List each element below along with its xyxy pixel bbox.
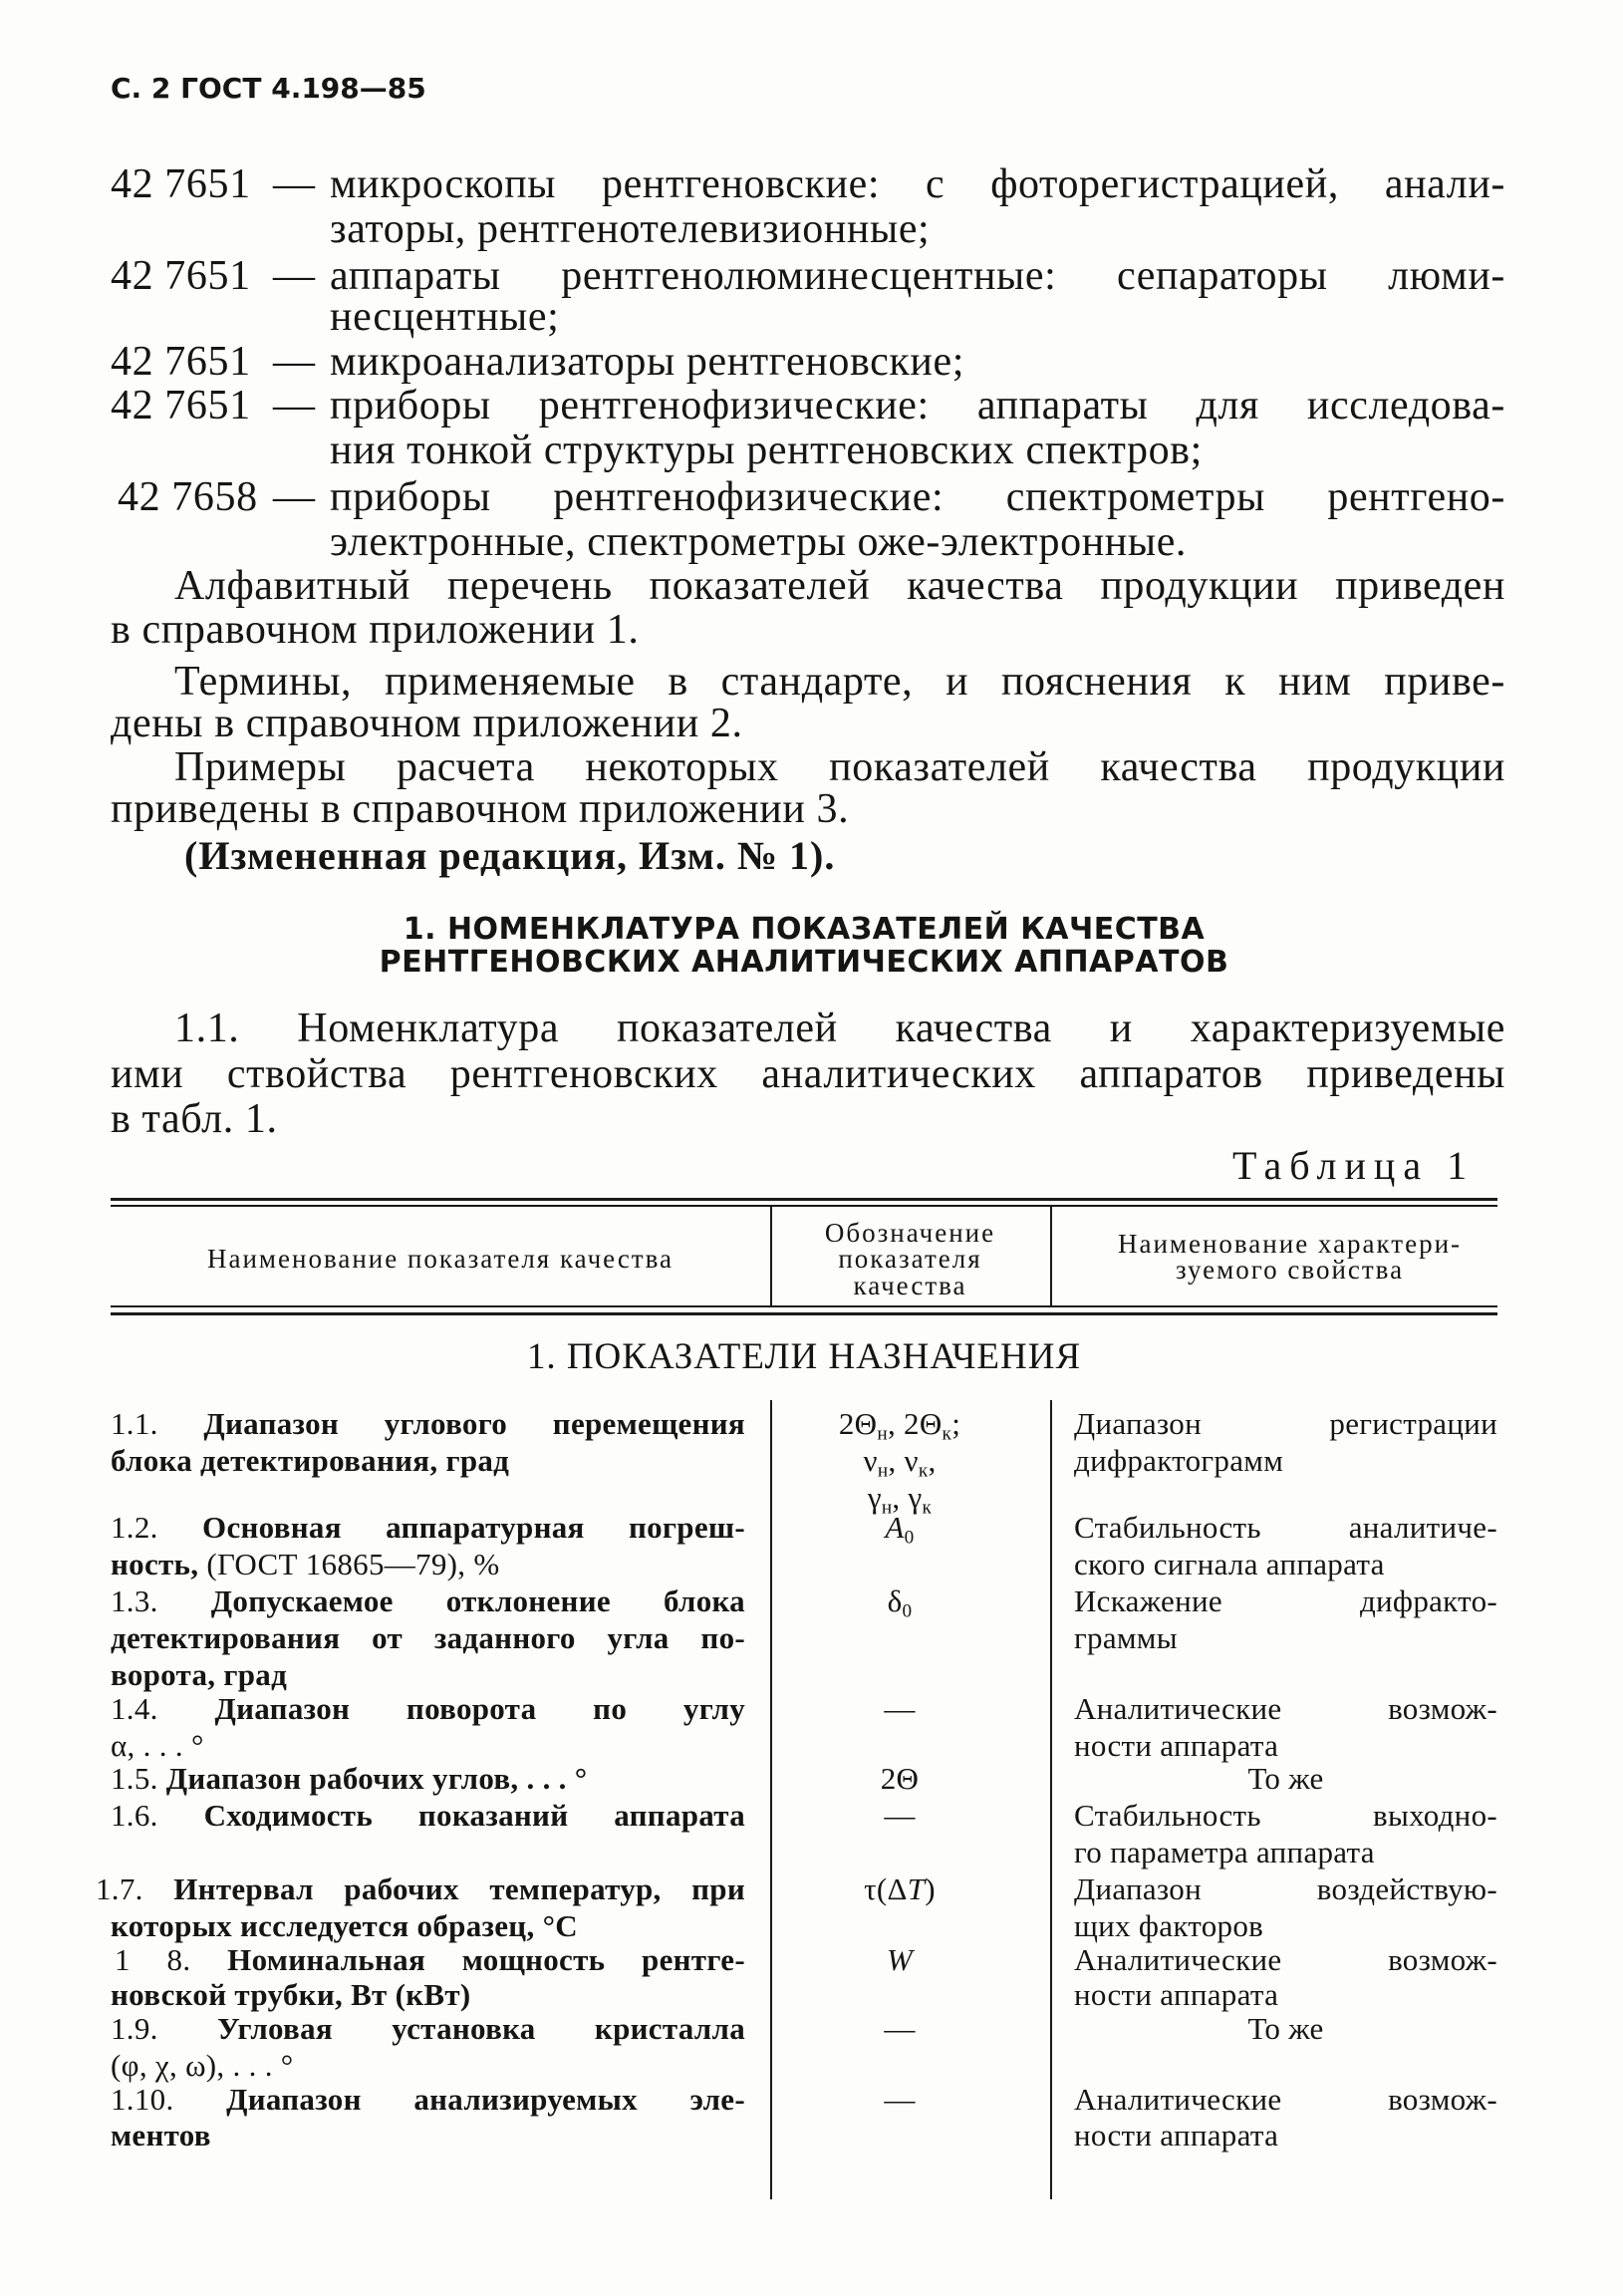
column-header-designation: Обозначение (824, 1218, 996, 1248)
designation (787, 1798, 1012, 1834)
designation-text: T (907, 1871, 926, 1906)
indicator-number: 1 8. (115, 1942, 191, 1977)
page-header: С. 2 ГОСТ 4.198—85 (111, 72, 426, 105)
designation-subscript: к (922, 1497, 933, 1519)
designation (787, 2082, 1012, 2118)
designation-text: — (884, 1798, 916, 1833)
designation-text: , (928, 1443, 937, 1478)
indicator-name (111, 1728, 204, 1764)
indicator-number: 1.9. (111, 2011, 158, 2046)
property-text: дифрактограмм (1074, 1443, 1284, 1478)
designation (787, 1942, 1012, 1978)
code-dash: — (273, 161, 316, 207)
column-header-designation: качества (853, 1271, 967, 1300)
column-header-name: Наименование показателя качества (207, 1244, 674, 1274)
indicator-name-text: Сходимость показаний аппарата (203, 1798, 745, 1833)
code-description-line: несцентные; (330, 294, 560, 340)
property-text: Аналитические возмож- (1074, 1691, 1497, 1726)
indicator-name-text: которых исследуется образец, °С (111, 1908, 578, 1943)
designation-text: 2Θ (880, 1761, 920, 1796)
designation (787, 1691, 1012, 1727)
code-description-line: аппараты рентгенолюминесцентные: сепараторы люми- (330, 254, 1505, 298)
designation-text: , ν (888, 1443, 919, 1478)
designation-subscript: н (877, 1460, 889, 1482)
designation (787, 1510, 1012, 1549)
code-description-line: приборы рентгенофизические: аппараты для исследова- (330, 384, 1505, 428)
designation (787, 1443, 1012, 1482)
indicator-name (111, 1406, 745, 1442)
section-title: РЕНТГЕНОВСКИХ АНАЛИТИЧЕСКИХ АППАРАТОВ (379, 945, 1229, 980)
indicator-name-text: новской трубки, Вт (кВт) (111, 1977, 471, 2012)
code-description-line: электронные, спектрометры оже-электронные. (330, 519, 1188, 565)
designation-text: , γ (892, 1480, 923, 1515)
indicator-name-text: Диапазон анализируемых эле- (226, 2082, 745, 2117)
property-text: щих факторов (1074, 1908, 1264, 1943)
paragraph-line: дены в справочном приложении 2. (111, 701, 743, 746)
designation-subscript: н (881, 1497, 893, 1519)
indicator-name (111, 1908, 578, 1944)
indicator-number: 1.2. (111, 1510, 158, 1545)
paragraph-line: в справочном приложении 1. (111, 607, 640, 653)
designation-subscript: 0 (902, 1600, 913, 1622)
code-description-line: микроанализаторы рентгеновские; (330, 339, 964, 385)
property-text: Аналитические возмож- (1074, 1942, 1497, 1977)
property-text: ского сигнала аппарата (1074, 1547, 1385, 1581)
designation-text: 2Θ (838, 1406, 878, 1441)
designation (787, 1583, 1012, 1622)
paragraph-line: приведены в справочном приложении 3. (111, 786, 850, 832)
intro-line: ими ствойства рентгеновских аналитических аппаратов приведены (111, 1052, 1505, 1096)
column-header-property: зуемого свойства (1175, 1255, 1405, 1285)
indicator-name-text: ворота, град (111, 1657, 288, 1692)
indicator-name (111, 1798, 745, 1834)
table-column-divider (770, 1400, 772, 2199)
code-dash: — (273, 383, 316, 429)
code-dash: — (273, 339, 316, 385)
code-number: 42 7651 (111, 161, 251, 207)
designation (787, 1871, 1012, 1907)
column-header-designation: показателя (838, 1244, 982, 1274)
indicator-name-text: детектирования от заданного угла по- (111, 1620, 745, 1655)
property-text: граммы (1074, 1620, 1178, 1655)
table-group-heading: 1. ПОКАЗАТЕЛИ НАЗНАЧЕНИЯ (526, 1336, 1082, 1377)
indicator-name-text: Основная аппаратурная погреш- (202, 1510, 745, 1545)
designation-subscript: 0 (904, 1527, 915, 1549)
designation (787, 2011, 1012, 2047)
indicator-name (96, 1871, 745, 1907)
indicator-name (111, 2048, 294, 2084)
designation-text: ; (951, 1406, 961, 1441)
indicator-name-text: Номинальная мощность рентге- (227, 1942, 745, 1977)
indicator-name (111, 1977, 471, 2013)
designation-text: — (884, 2011, 916, 2046)
code-description-line: ния тонкой структуры рентгеновских спектров; (330, 428, 1203, 473)
designation (787, 1406, 1012, 1445)
indicator-name (111, 1620, 745, 1656)
column-header-property: Наименование характери- (1117, 1229, 1463, 1259)
code-dash: — (273, 253, 316, 299)
designation-subscript: к (918, 1460, 929, 1482)
designation-text: δ (887, 1583, 903, 1618)
designation-text: τ(Δ (864, 1871, 908, 1906)
indicator-name (111, 1657, 287, 1693)
table-top-rule (111, 1205, 1497, 1207)
indicator-name (111, 1761, 587, 1797)
code-description-line: заторы, рентгенотелевизионные; (330, 206, 931, 252)
designation-text: , 2Θ (887, 1406, 943, 1441)
designation-text: ν (863, 1443, 878, 1478)
paragraph-line: Термины, применяемые в стандарте, и пояснения к ним приве- (174, 660, 1505, 704)
code-number: 42 7651 (111, 339, 251, 385)
code-description-line: приборы рентгенофизические: спектрометры рентгено- (330, 475, 1505, 519)
indicator-name-text: Угловая установка кристалла (217, 2011, 745, 2046)
indicator-number: 1.3. (111, 1583, 158, 1618)
indicator-name-text: Диапазон рабочих углов, . . . ° (165, 1761, 588, 1796)
property-text: Стабильность аналитиче- (1074, 1510, 1497, 1545)
property-text: Искажение дифракто- (1074, 1583, 1497, 1618)
indicator-name (111, 2011, 745, 2047)
indicator-name (115, 1942, 745, 1978)
indicator-name-unit: (φ, χ, ω), . . . ° (111, 2048, 294, 2083)
indicator-name-unit: α, . . . ° (111, 1728, 204, 1763)
designation-text: A (885, 1510, 905, 1545)
indicator-name-text: ментов (111, 2118, 211, 2152)
indicator-name (111, 1547, 500, 1582)
designation (787, 1761, 1012, 1797)
indicator-name-reference: (ГОСТ 16865—79), % (198, 1547, 500, 1581)
designation-subscript: к (942, 1423, 952, 1445)
code-description-line: микроскопы рентгеновские: с фоторегистрацией, анали- (330, 162, 1505, 206)
table-column-divider (1050, 1400, 1052, 2199)
paragraph-line: Алфавитный перечень показателей качества продукции приведен (174, 564, 1505, 608)
table-top-rule (111, 1198, 1497, 1201)
property-text: ности аппарата (1074, 2118, 1279, 2152)
table-caption: Таблица 1 (1232, 1143, 1476, 1188)
designation-text: γ (867, 1480, 882, 1515)
table-column-divider (1050, 1207, 1052, 1305)
designation-subscript: н (877, 1423, 888, 1445)
code-number: 42 7651 (111, 383, 251, 429)
paragraph-line: Примеры расчета некоторых показателей качества продукции (174, 745, 1505, 789)
indicator-name (111, 1510, 745, 1546)
indicator-number: 1.4. (111, 1691, 158, 1726)
code-dash: — (273, 474, 316, 520)
intro-line: в табл. 1. (111, 1096, 278, 1142)
indicator-name-text: Допускаемое отклонение блока (210, 1583, 745, 1618)
property-text: го параметра аппарата (1074, 1835, 1375, 1869)
property-text: Диапазон воздействую- (1074, 1871, 1497, 1906)
designation-text: ) (925, 1871, 936, 1906)
indicator-name-text: Интервал рабочих температур, при (173, 1871, 745, 1906)
indicator-name (111, 1691, 745, 1727)
designation-text: W (886, 1942, 914, 1977)
intro-line: 1.1. Номенклатура показателей качества и характеризуемые (174, 1006, 1505, 1050)
indicator-name (111, 2118, 211, 2153)
designation-text: — (884, 2082, 916, 2117)
indicator-number: 1.5. (111, 1761, 158, 1796)
indicator-number: 1.7. (96, 1871, 143, 1906)
code-number: 42 7658 (118, 474, 258, 520)
property-text: ности аппарата (1074, 1977, 1279, 2012)
indicator-name-text: Диапазон поворота по углу (214, 1691, 745, 1726)
section-title: 1. НОМЕНКЛАТУРА ПОКАЗАТЕЛЕЙ КАЧЕСТВА (403, 912, 1206, 947)
indicator-name-text: ность, (111, 1547, 199, 1581)
property-text: Диапазон регистрации (1074, 1406, 1497, 1441)
property-text: Стабильность выходно- (1074, 1798, 1497, 1833)
indicator-name (111, 1443, 509, 1479)
property-text: То же (1247, 2011, 1324, 2046)
indicator-name-text: блока детектирования, град (111, 1443, 510, 1478)
indicator-name (111, 1583, 745, 1619)
amendment-note: (Измененная редакция, Изм. № 1). (184, 833, 836, 878)
indicator-name-text: Диапазон углового перемещения (203, 1406, 745, 1441)
property-text: То же (1247, 1761, 1324, 1796)
table-header-rule (111, 1312, 1497, 1315)
indicator-number: 1.1. (111, 1406, 158, 1441)
indicator-number: 1.6. (111, 1798, 158, 1833)
property-text: ности аппарата (1074, 1728, 1279, 1763)
designation-text: — (884, 1691, 916, 1726)
table-header-rule (111, 1305, 1497, 1307)
indicator-name (111, 2082, 745, 2118)
property-text: Аналитические возмож- (1074, 2082, 1497, 2117)
code-number: 42 7651 (111, 253, 251, 299)
indicator-number: 1.10. (111, 2082, 174, 2117)
